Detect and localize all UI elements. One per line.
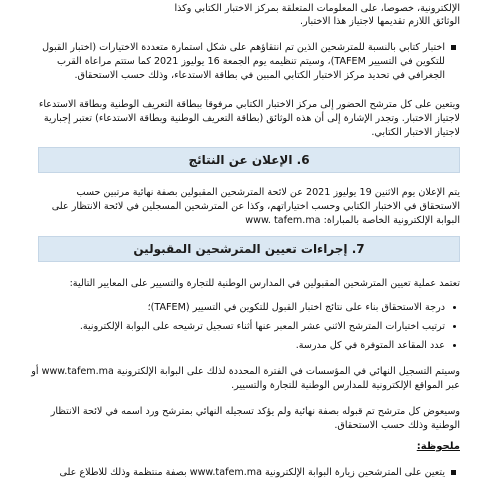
written-exam-line: للتكوين في التسيير TAFEM)، وسيتم تنظيمه يوم الجمعة 16 يوليوز 2021 كما ستتم مراعاة القرب bbox=[56, 56, 445, 67]
paragraph-line: الوثائق اللازم تقديمها لاجتياز هذا الاختبار. bbox=[299, 16, 460, 27]
attendance-line: لاجتياز الاختبار الكتابي. bbox=[371, 127, 460, 138]
note-label: ملحوظة: bbox=[416, 441, 460, 452]
results-line: الاستحقاق في الاختبار الكتابي وحسب اختياراتهم، وكذا عن المترشحين المسجلين في لائحة الانتظار على bbox=[51, 201, 460, 212]
written-exam-line: اختبار كتابي بالنسبة للمترشحين الذين تم انتقاؤهم على شكل استمارة متعددة الاختيارات (اختبار القبول bbox=[42, 42, 445, 53]
registration-line: وسيتم التسجيل النهائي في المؤسسات في الفترة المحددة لذلك على البوابة الإلكترونية www.tafem.ma أو bbox=[31, 366, 460, 377]
attendance-line: لاجتياز الاختبار. وتجدر الإشارة إلى أن هذه الوثائق (بطاقة التعريف الوطنية وبطاقة الاستدعاء) تعتبر إجبارية bbox=[43, 113, 460, 124]
section-6-heading: 6. الإعلان عن النتائج bbox=[38, 147, 460, 173]
paragraph-line: الإلكترونية، خصوصا، على المعلومات المتعلقة بمركز الاختبار الكتابي وكذا bbox=[174, 3, 460, 14]
section-7-heading: 7. إجراءات تعيين المترشحين المقبولين bbox=[38, 236, 460, 262]
results-line: البوابة الإلكترونية الخاصة بالمباراة: www. tafem.ma bbox=[245, 215, 460, 226]
assignment-intro: تعتمد عملية تعيين المترشحين المقبولين في المدارس الوطنية للتجارة والتسيير على المعايير التالية: bbox=[69, 278, 460, 289]
criteria-item: درجة الاستحقاق بناء على نتائج اختبار القبول للتكوين في التسيير (TAFEM)؛ bbox=[45, 301, 445, 314]
note-line: يتعين على المترشحين زيارة البوابة الإلكترونية www.tafem.ma بصفة منتظمة وذلك للاطلاع على bbox=[45, 466, 445, 479]
waitlist-line: الوطنية وذلك حسب الاستحقاق. bbox=[334, 420, 460, 431]
registration-line: عبر المواقع الإلكترونية للمدارس الوطنية للتجارة والتسيير. bbox=[231, 380, 460, 391]
results-line: يتم الإعلان يوم الاثنين 19 يوليوز 2021 عن لائحة المترشحين المقبولين بصفة نهائية مرتبين حسب bbox=[76, 187, 460, 198]
written-exam-line: الجغرافي في تحديد مركز الاختبار الكتابي المبين في بطاقة الاستدعاء، وذلك حسب الاستحقاق. bbox=[74, 70, 445, 81]
waitlist-line: وسيعوض كل مترشح تم قبوله بصفة نهائية ولم يؤكد تسجيله النهائي بمترشح ورد اسمه في لائحة الانتظار bbox=[50, 406, 460, 417]
criteria-item: ترتيب اختيارات المترشح الاثني عشر المعبر عنها أثناء تسجيل ترشيحه على البوابة الإلكترونية. bbox=[45, 320, 445, 333]
attendance-line: ويتعين على كل مترشح الحضور إلى مركز الاختبار الكتابي مرفوقا ببطاقة التعريف الوطنية وبطاقة الاستدعاء bbox=[38, 99, 460, 110]
criteria-item: عدد المقاعد المتوفرة في كل مدرسة. bbox=[45, 339, 445, 352]
